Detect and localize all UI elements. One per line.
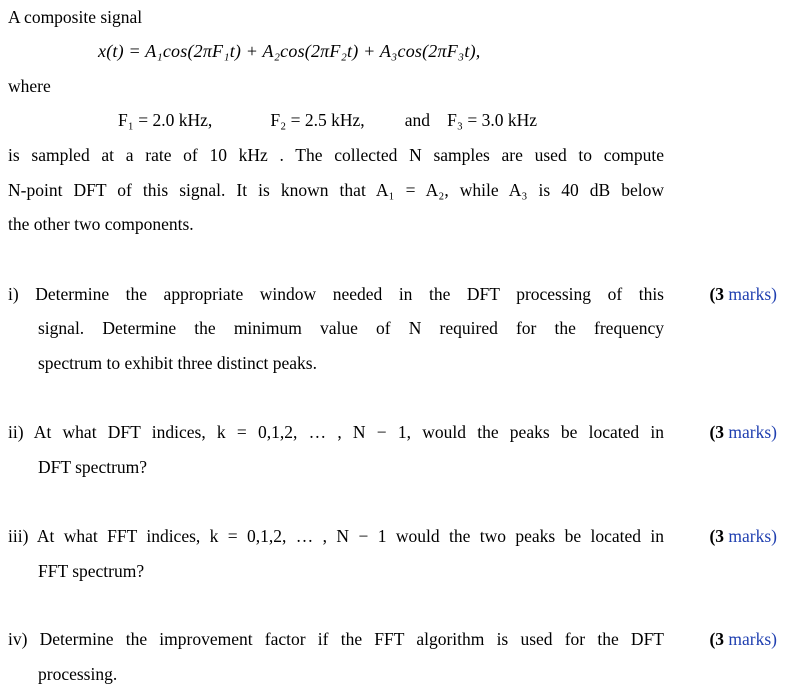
question-i-line-3: spectrum to exhibit three distinct peaks. (38, 353, 317, 373)
marks-label: marks) (728, 422, 777, 442)
question-iv-line-2: processing. (38, 664, 118, 684)
intro-body-line-1: is sampled at a rate of 10 kHz . The collected N samples are used to compute (8, 145, 664, 165)
intro-body-line-3: the other two components. (8, 214, 194, 234)
question-i-line-1: i) Determine the appropriate window needed in the DFT processing of this (8, 284, 664, 304)
where-label: where (8, 76, 51, 96)
intro-heading: A composite signal (8, 7, 143, 27)
marks-number: (3 (709, 284, 725, 304)
frequency-definitions (118, 110, 537, 130)
marks-number: (3 (709, 629, 725, 649)
marks-label: marks) (728, 284, 777, 304)
and-word: and (404, 110, 431, 130)
f1-definition: F₁ = 2.0 kHz, (118, 110, 213, 130)
question-iv-line-1: iv) Determine the improvement factor if the FFT algorithm is used for the DFT (8, 629, 664, 649)
question-ii-line-2: DFT spectrum? (38, 457, 148, 477)
signal-equation: x(t) = A₁cos(2πF₁t) + A₂cos(2πF₂t) + A₃cos(2πF₃t), (98, 41, 481, 61)
marks-label: marks) (728, 629, 777, 649)
marks-number: (3 (709, 526, 725, 546)
question-i-marks (709, 284, 777, 304)
intro-body-line-2: N-point DFT of this signal. It is known that A₁ = A₂, while A₃ is 40 dB below (8, 180, 664, 200)
question-ii-line-1: ii) At what DFT indices, k = 0,1,2, … , N − 1, would the peaks be located in (8, 422, 664, 442)
f3-definition: F₃ = 3.0 kHz (447, 110, 537, 130)
question-ii-marks (709, 422, 777, 442)
marks-label: marks) (728, 526, 777, 546)
question-i-line-2: signal. Determine the minimum value of N required for the frequency (38, 318, 664, 338)
f2-definition: F₂ = 2.5 kHz, (270, 110, 365, 130)
question-iv-marks (709, 629, 777, 649)
question-iii-marks (709, 526, 777, 546)
question-iii-line-1: iii) At what FFT indices, k = 0,1,2, … , N − 1 would the two peaks be located in (8, 526, 664, 546)
question-iii-line-2: FFT spectrum? (38, 561, 145, 581)
marks-number: (3 (709, 422, 725, 442)
